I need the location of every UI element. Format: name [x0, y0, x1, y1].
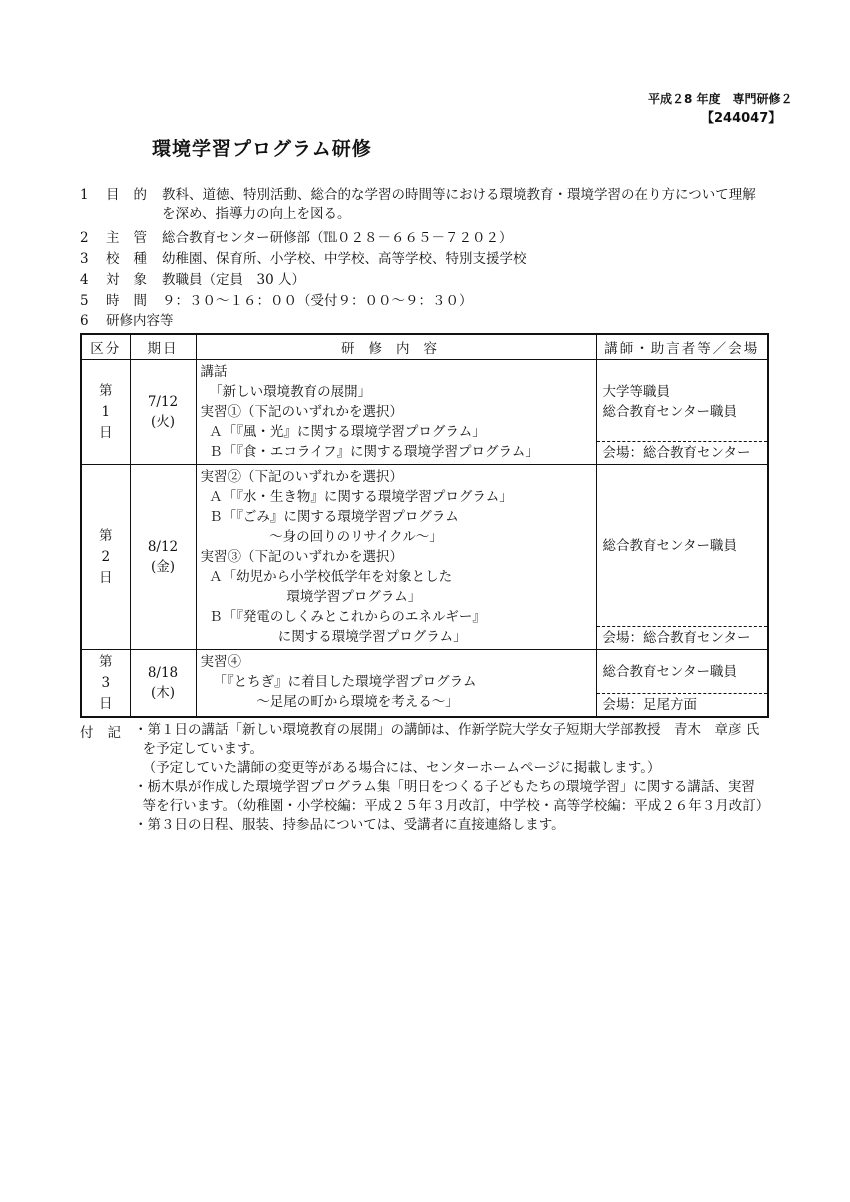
item-number: 6	[80, 313, 89, 329]
venue: 会場：総合教育センター	[597, 626, 768, 649]
lecturer: 総合教育センター職員	[602, 537, 737, 554]
lecturer-list	[597, 650, 768, 693]
item-label: 主管	[106, 230, 161, 246]
content-line: 実習②（下記のいずれかを選択）	[200, 469, 403, 485]
weekday: (木)	[150, 685, 176, 701]
table-header-row	[81, 334, 768, 360]
note-line: ・栃木県が作成した環境学習プログラム集「明日をつくる子どもたちの環境学習」に関する講話、実習	[134, 779, 755, 795]
content-line: ～足尾の町から環境を考える～」	[200, 694, 459, 710]
item-value: 幼稚園、保育所、小学校、中学校、高等学校、特別支援学校	[162, 251, 527, 267]
item-value: 総合教育センター研修部（℡０２８－６６５－７２０２）	[162, 230, 513, 246]
header-lecturer: 講師・助言者等／会場	[596, 334, 768, 360]
note-line: ・第３日の日程、服装、持参品については、受講者に直接連絡します。	[134, 817, 565, 833]
weekday: (火)	[150, 414, 176, 430]
note-line: （予定していた講師の変更等がある場合には、センターホームページに掲載します。）	[134, 760, 661, 776]
header-division: 区分	[81, 334, 130, 360]
content-line: 講話	[200, 364, 228, 380]
table-row	[81, 650, 768, 718]
table-row	[81, 360, 768, 465]
note-line: を予定しています。	[134, 741, 264, 757]
content-cell	[196, 465, 596, 650]
item-purpose-continued: を深め、指導力の向上を図る。	[162, 206, 351, 222]
lecturer-cell	[596, 650, 768, 718]
content-line: Ｂ「『ごみ』に関する環境学習プログラム	[200, 509, 459, 525]
lecturer-cell	[596, 465, 768, 650]
content-line: 「新しい環境教育の展開」	[200, 384, 372, 400]
date: 7/12	[147, 394, 179, 410]
lecturer: 総合教育センター職員	[602, 404, 737, 420]
note-line: ・第１日の講話「新しい環境教育の展開」の講師は、作新学院大学女子短期大学部教授 青木 章彦 氏	[134, 722, 760, 738]
date-cell	[130, 360, 196, 465]
table-row	[81, 465, 768, 650]
header-year-line: 平成２8 年度 専門研修２	[648, 92, 793, 106]
content-line: Ａ「幼児から小学校低学年を対象とした	[200, 569, 453, 585]
content-line: Ｂ「『食・エコライフ』に関する環境学習プログラム」	[200, 444, 539, 460]
content-line: 環境学習プログラム」	[200, 589, 422, 605]
content-line: ～身の回りのリサイクル～」	[200, 529, 443, 545]
lecturer-list	[597, 465, 768, 626]
header-content: 研修内容	[196, 334, 596, 360]
lecturer: 総合教育センター職員	[602, 663, 737, 680]
day-label: 第 2 日	[81, 465, 130, 650]
lecturer-list	[597, 360, 768, 441]
item-number: 4	[80, 272, 89, 288]
day-label: 第 1 日	[81, 360, 130, 465]
date: 8/18	[147, 665, 179, 681]
date-cell	[130, 465, 196, 650]
venue: 会場：総合教育センター	[597, 441, 768, 464]
item-value: ９：３０～１６：００（受付９：００～９：３０）	[162, 293, 473, 309]
item-number: 1	[80, 187, 89, 203]
item-label: 校種	[106, 251, 161, 267]
item-target	[80, 271, 305, 290]
venue: 会場：足尾方面	[597, 693, 768, 716]
item-value: 教科、道徳、特別活動、総合的な学習の時間等における環境教育・環境学習の在り方について理解	[162, 187, 756, 203]
course-code: 【244047】	[701, 111, 782, 126]
date-cell	[130, 650, 196, 718]
content-line: Ｂ「『発電のしくみとこれからのエネルギー』	[200, 609, 486, 625]
item-number: 2	[80, 230, 89, 246]
content-cell	[196, 650, 596, 718]
content-line: 実習①（下記のいずれかを選択）	[200, 404, 403, 420]
content-line: に関する環境学習プログラム」	[200, 629, 467, 645]
item-label: 研修内容等	[106, 313, 174, 329]
content-cell	[196, 360, 596, 465]
header-date: 期日	[130, 334, 196, 360]
lecturer: 大学等職員	[602, 384, 670, 400]
item-number: 5	[80, 293, 89, 309]
item-value: 教職員（定員 30 人）	[162, 272, 305, 288]
schedule-table	[80, 333, 769, 718]
date: 8/12	[147, 539, 179, 555]
note-line: 等を行います。（幼稚園・小学校編：平成２５年３月改訂，中学校・高等学校編：平成２６年３月改訂）	[134, 798, 770, 814]
notes-label: 付記	[80, 725, 135, 741]
item-label: 時間	[106, 293, 161, 309]
item-organizer	[80, 229, 512, 248]
item-school-type	[80, 250, 527, 269]
content-line: 実習③（下記のいずれかを選択）	[200, 549, 403, 565]
item-content-heading	[80, 312, 174, 331]
item-label: 目的	[106, 187, 161, 203]
notes-list	[134, 721, 769, 835]
content-line: 「『とちぎ』に着目した環境学習プログラム	[200, 674, 477, 690]
item-number: 3	[80, 251, 89, 267]
item-purpose	[80, 186, 756, 205]
content-line: Ａ「『水・生き物』に関する環境学習プログラム」	[200, 489, 513, 505]
item-time	[80, 292, 473, 311]
weekday: (金)	[150, 559, 176, 575]
day-label: 第 3 日	[81, 650, 130, 718]
lecturer-cell	[596, 360, 768, 465]
item-label: 対象	[106, 272, 161, 288]
document-title: 環境学習プログラム研修	[152, 138, 372, 160]
content-line: 実習④	[200, 654, 241, 670]
content-line: Ａ「『風・光』に関する環境学習プログラム」	[200, 424, 486, 440]
